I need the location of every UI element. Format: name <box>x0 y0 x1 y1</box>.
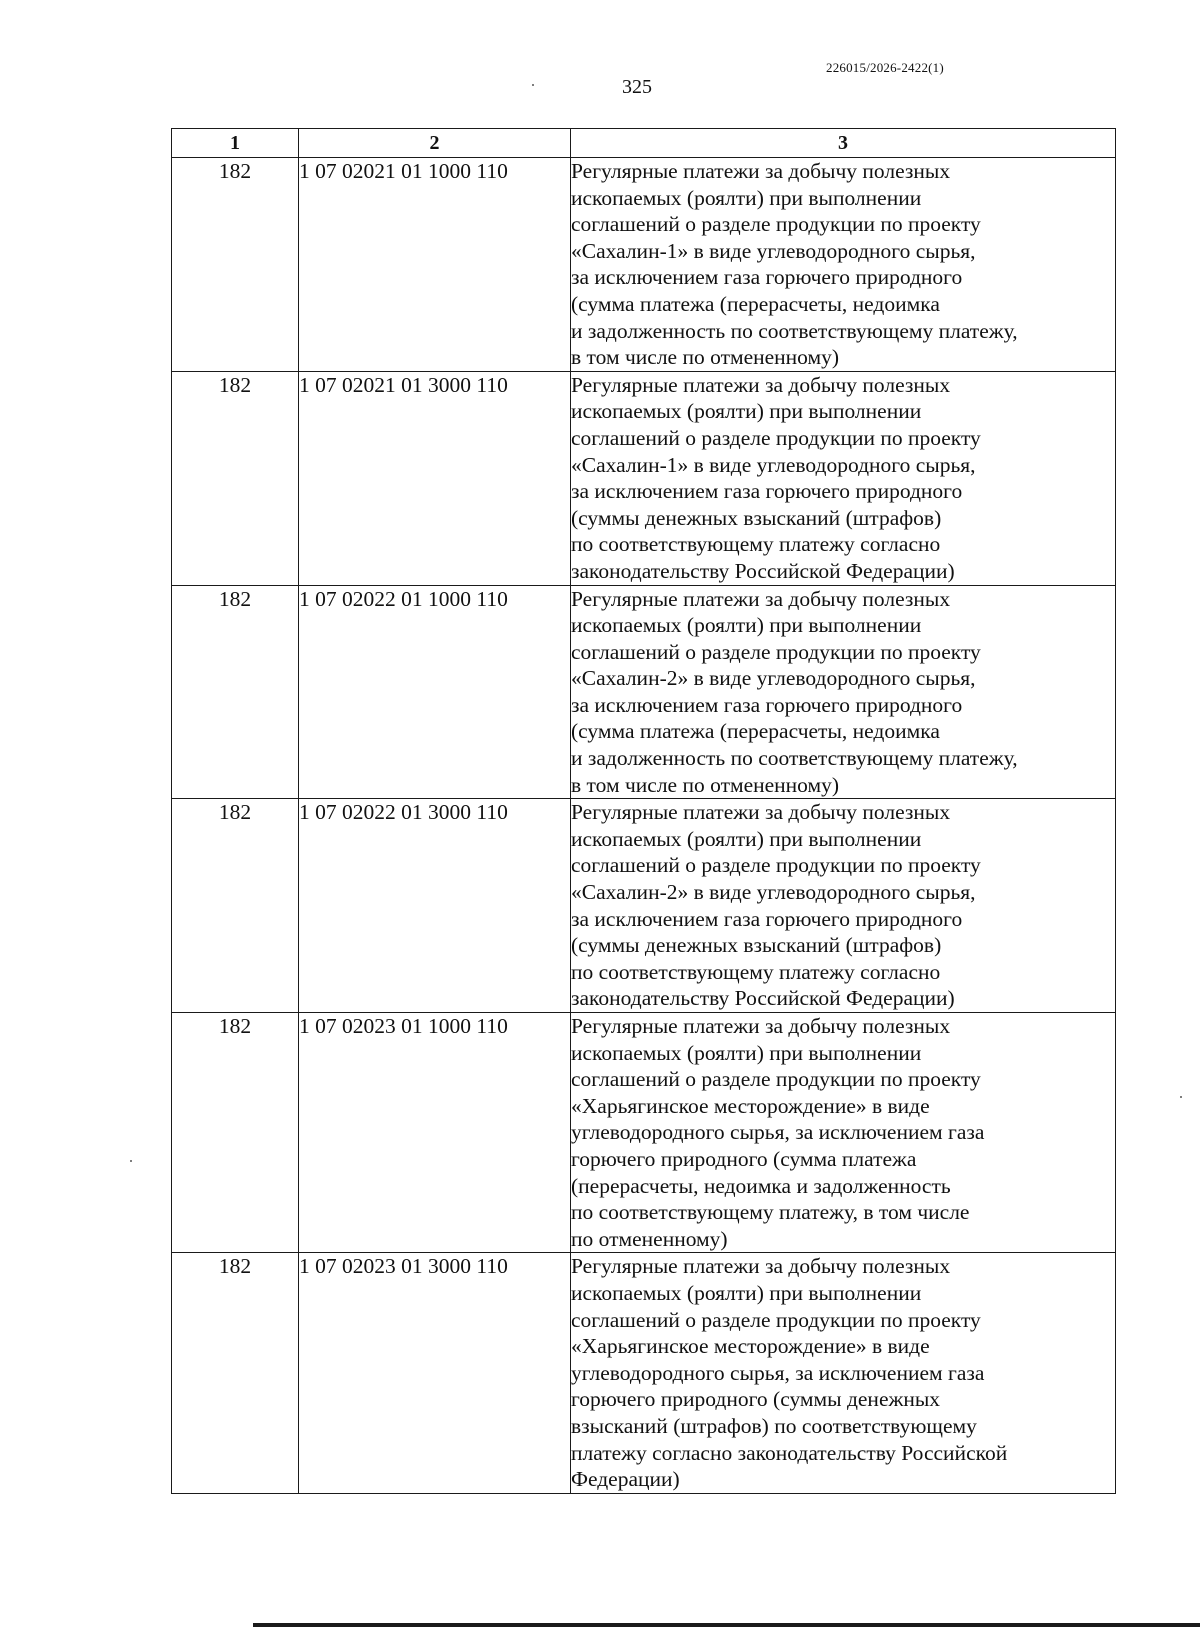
admin-code-cell: 182 <box>172 371 299 585</box>
description-line: углеводородного сырья, за исключением газа <box>571 1120 985 1145</box>
description-line: (суммы денежных взысканий (штрафов) <box>571 933 942 958</box>
column-header-2: 2 <box>299 129 571 158</box>
description-line: Федерации) <box>571 1467 680 1492</box>
description-line: «Сахалин-1» в виде углеводородного сырья, <box>571 452 976 477</box>
kbk-code-cell: 1 07 02022 01 3000 110 <box>299 799 571 1013</box>
description-line: Регулярные платежи за добычу полезных <box>571 800 951 825</box>
description-line: горючего природного (сумма платежа <box>571 1146 917 1171</box>
description-line: «Харьягинское месторождение» в виде <box>571 1334 930 1359</box>
scan-speck <box>532 84 534 86</box>
admin-code-cell: 182 <box>172 799 299 1013</box>
description-line: платежу согласно законодательству Российской <box>571 1440 1008 1465</box>
description-line: по соответствующему платежу, в том числе <box>571 1200 970 1225</box>
description-line: законодательству Российской Федерации) <box>571 558 955 583</box>
description-line: в том числе по отмененному) <box>571 345 840 370</box>
description-line: ископаемых (роялти) при выполнении <box>571 1280 922 1305</box>
description-line: по отмененному) <box>571 1226 728 1251</box>
description-line: соглашений о разделе продукции по проекту <box>571 1307 981 1332</box>
description-cell <box>571 585 1116 799</box>
description-line: (сумма платежа (перерасчеты, недоимка <box>571 291 940 316</box>
table-row <box>172 799 1116 1013</box>
description-line: «Харьягинское месторождение» в виде <box>571 1093 930 1118</box>
description-line: Регулярные платежи за добычу полезных <box>571 159 951 183</box>
admin-code-cell: 182 <box>172 158 299 372</box>
admin-code-cell: 182 <box>172 1013 299 1253</box>
description-line: Регулярные платежи за добычу полезных <box>571 1254 951 1279</box>
description-line: ископаемых (роялти) при выполнении <box>571 613 922 638</box>
description-line: (суммы денежных взысканий (штрафов) <box>571 505 942 530</box>
description-line: за исключением газа горючего природного <box>571 479 963 504</box>
description-cell <box>571 1013 1116 1253</box>
description-line: законодательству Российской Федерации) <box>571 986 955 1011</box>
description-line: «Сахалин-2» в виде углеводородного сырья, <box>571 666 976 691</box>
description-line: (перерасчеты, недоимка и задолженность <box>571 1173 951 1198</box>
table-row <box>172 1013 1116 1253</box>
table-header <box>172 129 1116 158</box>
column-header-1: 1 <box>172 129 299 158</box>
bottom-rule <box>253 1623 1200 1627</box>
description-line: (сумма платежа (перерасчеты, недоимка <box>571 719 940 744</box>
description-line: ископаемых (роялти) при выполнении <box>571 1040 922 1065</box>
scan-speck <box>130 1160 132 1162</box>
description-cell <box>571 1253 1116 1493</box>
description-line: и задолженность по соответствующему платежу, <box>571 746 1018 771</box>
description-line: соглашений о разделе продукции по проекту <box>571 1067 981 1092</box>
admin-code-cell: 182 <box>172 1253 299 1493</box>
description-line: Регулярные платежи за добычу полезных <box>571 586 951 611</box>
description-line: Регулярные платежи за добычу полезных <box>571 372 951 397</box>
description-line: за исключением газа горючего природного <box>571 265 963 290</box>
description-line: по соответствующему платежу согласно <box>571 959 941 984</box>
description-line: соглашений о разделе продукции по проекту <box>571 639 981 664</box>
budget-codes-table <box>171 128 1116 1494</box>
description-line: соглашений о разделе продукции по проекту <box>571 853 981 878</box>
description-line: «Сахалин-1» в виде углеводородного сырья, <box>571 238 976 263</box>
description-cell <box>571 158 1116 372</box>
page-number: 325 <box>622 76 652 98</box>
kbk-code-cell: 1 07 02023 01 1000 110 <box>299 1013 571 1253</box>
table-body <box>172 158 1116 1494</box>
description-line: в том числе по отмененному) <box>571 772 840 797</box>
table-row <box>172 585 1116 799</box>
description-line: соглашений о разделе продукции по проекту <box>571 212 981 237</box>
description-line: ископаемых (роялти) при выполнении <box>571 399 922 424</box>
description-line: и задолженность по соответствующему платежу, <box>571 318 1018 343</box>
table-row <box>172 1253 1116 1493</box>
kbk-code-cell: 1 07 02022 01 1000 110 <box>299 585 571 799</box>
description-line: ископаемых (роялти) при выполнении <box>571 185 922 210</box>
description-line: за исключением газа горючего природного <box>571 906 963 931</box>
scan-speck <box>1180 1096 1182 1098</box>
description-line: горючего природного (суммы денежных <box>571 1387 941 1412</box>
description-cell <box>571 371 1116 585</box>
admin-code-cell: 182 <box>172 585 299 799</box>
kbk-code-cell: 1 07 02021 01 1000 110 <box>299 158 571 372</box>
document-id: 226015/2026-2422(1) <box>826 60 944 75</box>
description-line: Регулярные платежи за добычу полезных <box>571 1014 951 1038</box>
description-line: соглашений о разделе продукции по проекту <box>571 425 981 450</box>
description-line: ископаемых (роялти) при выполнении <box>571 826 922 851</box>
description-line: по соответствующему платежу согласно <box>571 532 941 557</box>
table-row <box>172 158 1116 372</box>
header-row <box>172 129 1116 158</box>
description-line: взысканий (штрафов) по соответствующему <box>571 1413 977 1438</box>
description-cell <box>571 799 1116 1013</box>
table-row <box>172 371 1116 585</box>
column-header-3: 3 <box>571 129 1116 158</box>
kbk-code-cell: 1 07 02023 01 3000 110 <box>299 1253 571 1493</box>
description-line: углеводородного сырья, за исключением газа <box>571 1360 985 1385</box>
kbk-code-cell: 1 07 02021 01 3000 110 <box>299 371 571 585</box>
description-line: за исключением газа горючего природного <box>571 692 963 717</box>
description-line: «Сахалин-2» в виде углеводородного сырья, <box>571 880 976 905</box>
